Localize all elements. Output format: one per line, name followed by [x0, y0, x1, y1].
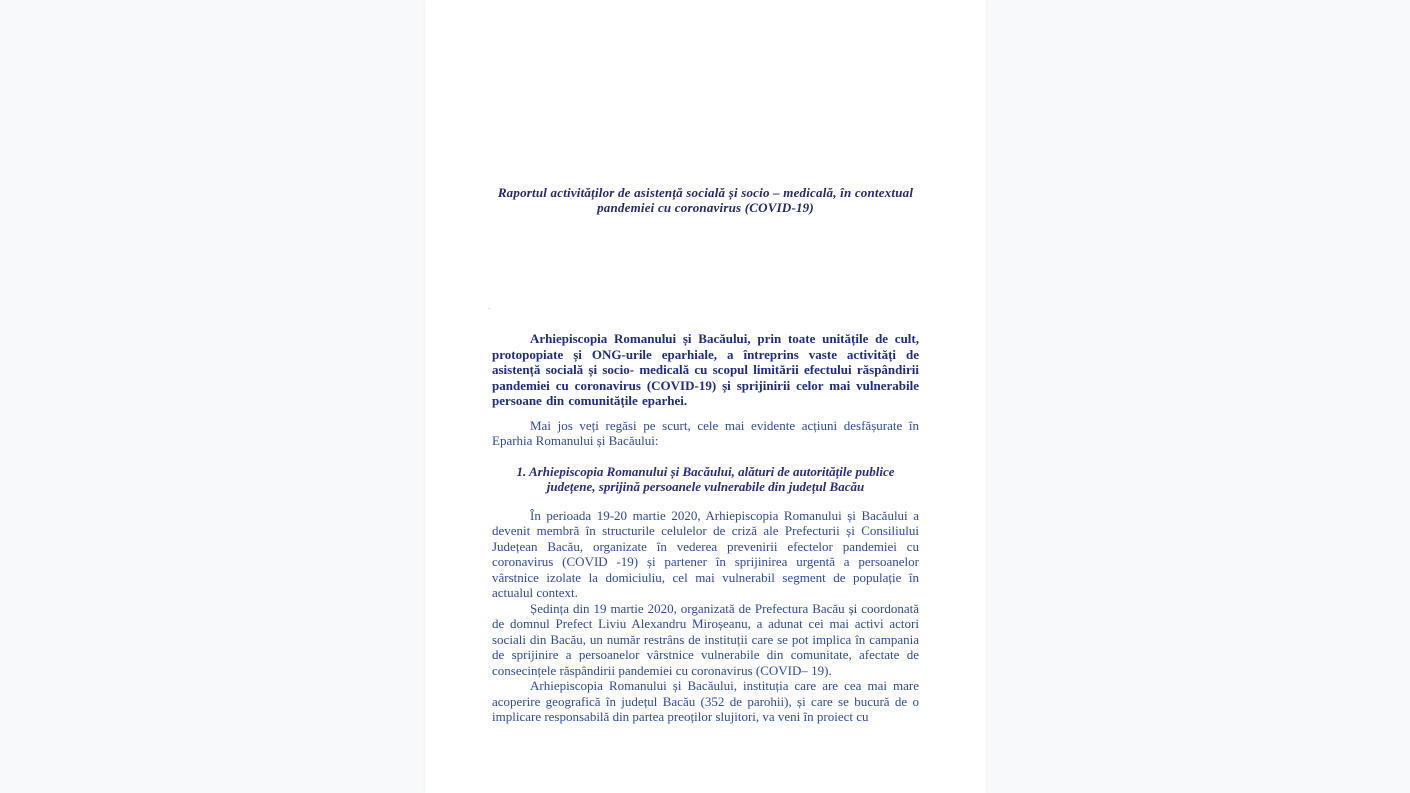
page-title-line-1: Raportul activităților de asistență socială și socio – medicală, în contextual [497, 185, 914, 200]
stray-mark: . [488, 301, 491, 312]
page-content [492, 0, 919, 725]
document-page [425, 0, 986, 793]
page-title [492, 186, 919, 215]
section-1-heading-line-1: 1. Arhiepiscopia Romanului și Bacăului, alături de autoritățile publice [516, 463, 895, 479]
section-1-heading-line-2: județene, sprijină persoanele vulnerabile din județul Bacău [546, 478, 865, 494]
section-1-paragraph: În perioada 19-20 martie 2020, Arhiepiscopia Romanului și Bacăului a devenit membră în structurile celulelor de criză ale Prefecturii și Consiliului Județean Bacău, organizate în vederea prevenirii efectelor pandemiei cu coronavirus (COVID -19) și partener în sprijinirea urgentă a persoanelor vârstnice izolate la domiciuliu, cel mai vulnerabil segment de populație în actualul context. [492, 507, 919, 601]
note-paragraph: Mai jos veți regăsi pe scurt, cele mai evidente acțiuni desfășurate în Eparhia Romanului și Bacăului: [492, 417, 919, 449]
section-1-paragraph: Ședința din 19 martie 2020, organizată de Prefectura Bacău și coordonată de domnul Prefect Liviu Alexandru Miroșeanu, a adunat cei mai activi actori sociali din Bacău, un număr restrâns de instituții care se pot implica în campania de sprijinire a persoanelor vârstnice vulnerabile din comunitate, afectate de consecințele răspândirii pandemiei cu coronavirus (COVID– 19). [492, 600, 919, 678]
section-1-paragraph: Arhiepiscopia Romanului și Bacăului, instituția care are cea mai mare acoperire geografică în județul Bacău (352 de parohii), și care se bucură de o implicare responsabilă din partea preoților slujitori, va veni în proiect cu [492, 678, 919, 725]
lead-paragraph: Arhiepiscopia Romanului și Bacăului, prin toate unitățile de cult, protopopiate și ONG-urile eparhiale, a întreprins vaste activități de asistență socială și socio- medicală cu scopul limitării efectului răspândirii pandemiei cu coronavirus (COVID-19) și sprijinirii celor mai vulnerabile persoane din comunitățile eparhei. [492, 331, 919, 409]
page-title-line-2: pandemiei cu coronavirus (COVID-19) [597, 199, 814, 215]
section-1-heading [492, 464, 919, 494]
